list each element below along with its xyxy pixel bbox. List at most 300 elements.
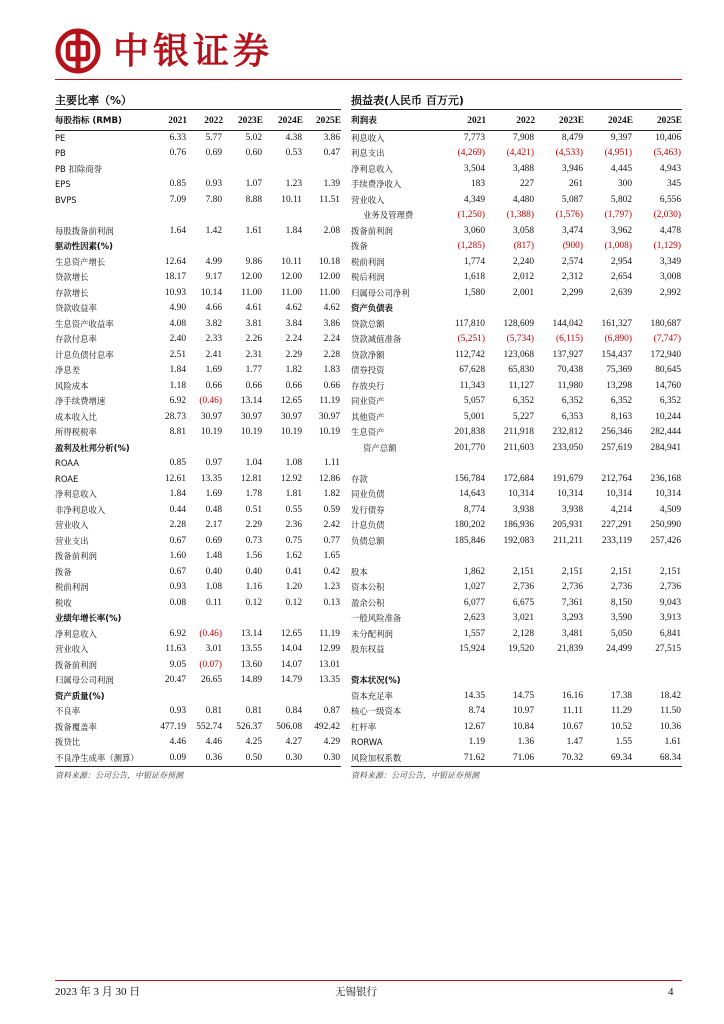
value-cell xyxy=(584,456,633,472)
value-cell: 10,406 xyxy=(655,132,681,143)
value-cell xyxy=(437,658,486,674)
value-cell: 552.74 xyxy=(196,721,222,732)
value-cell: 3,590 xyxy=(610,613,632,623)
row-label: 手续费净收入 xyxy=(351,179,402,189)
value-cell: 492.42 xyxy=(314,721,340,732)
value-cell: 2,639 xyxy=(610,287,632,298)
value-cell: 6,352 xyxy=(561,396,583,406)
value-cell: (4,533) xyxy=(555,148,583,158)
value-cell: 11.29 xyxy=(611,706,632,716)
table-row xyxy=(55,332,341,348)
value-cell: 6,352 xyxy=(659,396,681,406)
key-ratios-title: 主要比率（%） xyxy=(55,92,341,110)
value-cell: 9,397 xyxy=(610,132,632,143)
row-label: 计息负债 xyxy=(351,520,385,530)
value-cell: 2,128 xyxy=(512,628,534,639)
value-cell: 1,557 xyxy=(463,628,485,639)
value-cell: 0.40 xyxy=(245,566,262,577)
row-label: 贷款增长 xyxy=(55,272,89,282)
row-label: ROAE xyxy=(55,473,79,484)
row-label: 生息资产增长 xyxy=(55,256,106,267)
value-cell xyxy=(633,549,682,565)
value-cell: 0.51 xyxy=(245,504,262,515)
value-cell: 3,349 xyxy=(659,256,681,267)
value-cell: 67,628 xyxy=(459,365,485,375)
row-label: 资本状况(%) xyxy=(351,675,401,685)
row-label: 税前利润 xyxy=(351,256,385,267)
value-cell: 1.11 xyxy=(323,458,340,468)
table-row xyxy=(55,301,341,317)
value-cell: 2,654 xyxy=(610,272,632,282)
brand-name: 中银证券 xyxy=(113,31,274,72)
value-cell xyxy=(263,689,303,705)
page-number: 4 xyxy=(668,986,674,998)
value-cell: 2.08 xyxy=(323,225,340,236)
value-cell: (6,890) xyxy=(604,334,632,344)
value-cell xyxy=(223,208,263,224)
value-cell: 10,314 xyxy=(557,489,583,499)
value-cell: 284,941 xyxy=(650,442,681,453)
table-row xyxy=(351,270,682,286)
table-row xyxy=(55,425,341,441)
header-year-cell: 2022 xyxy=(486,114,535,130)
value-cell xyxy=(263,611,303,627)
row-label: 发行债券 xyxy=(351,504,385,515)
row-label: 拨备 xyxy=(55,566,72,577)
value-cell: 0.48 xyxy=(205,504,222,515)
value-cell: 30.97 xyxy=(280,411,302,422)
value-cell: 112,742 xyxy=(454,349,485,360)
value-cell: 11.50 xyxy=(660,706,681,716)
value-cell: 2.26 xyxy=(245,334,262,344)
value-cell xyxy=(486,658,535,674)
value-cell: 3,938 xyxy=(561,504,583,515)
value-cell: 2.51 xyxy=(169,349,186,360)
table-row xyxy=(351,177,682,193)
value-cell: 3,058 xyxy=(512,225,534,236)
row-label: 拨备覆盖率 xyxy=(55,721,97,732)
value-cell: 282,444 xyxy=(650,427,681,437)
value-cell xyxy=(187,441,223,457)
value-cell: 4.90 xyxy=(169,303,186,313)
value-cell: 123,068 xyxy=(503,349,534,360)
value-cell: 10.18 xyxy=(318,256,340,267)
header-year-cell: 2023E xyxy=(223,114,263,130)
table-row xyxy=(351,224,682,240)
value-cell: 30.97 xyxy=(318,411,340,422)
row-label: 不良率 xyxy=(55,706,81,716)
header-year-cell: 2024E xyxy=(263,114,303,130)
value-cell: 6.92 xyxy=(169,396,186,406)
value-cell: 2.36 xyxy=(285,520,302,530)
value-cell: 1.82 xyxy=(285,365,302,375)
value-cell xyxy=(437,549,486,565)
value-cell xyxy=(263,162,303,178)
value-cell: 3.86 xyxy=(323,318,340,329)
value-cell: (5,463) xyxy=(653,148,681,158)
value-cell: 8,150 xyxy=(610,597,632,608)
value-cell xyxy=(223,611,263,627)
value-cell: 0.81 xyxy=(205,706,222,716)
value-cell xyxy=(303,162,341,178)
row-label xyxy=(351,658,437,674)
row-label: 同业资产 xyxy=(351,396,385,406)
value-cell: 10.19 xyxy=(240,427,262,437)
table-row xyxy=(55,580,341,596)
value-cell xyxy=(263,441,303,457)
value-cell: 1.78 xyxy=(245,489,262,499)
value-cell: 65,830 xyxy=(508,365,534,375)
value-cell: 15,924 xyxy=(459,644,485,654)
value-cell: 6.33 xyxy=(169,132,186,143)
value-cell: 180,202 xyxy=(454,520,485,530)
value-cell: 137,927 xyxy=(552,349,583,360)
value-cell: 1.61 xyxy=(664,737,681,747)
value-cell: 1.48 xyxy=(205,551,222,561)
value-cell: 3,008 xyxy=(659,272,681,282)
row-label: 存放央行 xyxy=(351,380,385,391)
value-cell: 1.19 xyxy=(468,737,485,747)
value-cell: 27,515 xyxy=(655,644,681,654)
value-cell: 4,349 xyxy=(463,194,485,205)
row-label: 净息差 xyxy=(55,365,81,375)
row-label: 风险成本 xyxy=(55,380,89,391)
value-cell: (817) xyxy=(513,241,534,251)
value-cell: 5.77 xyxy=(205,132,222,143)
value-cell: 5.02 xyxy=(245,132,262,143)
table-row xyxy=(55,162,341,178)
value-cell: 10.14 xyxy=(200,287,222,298)
income-statement-table xyxy=(351,114,682,767)
value-cell: 8.81 xyxy=(169,427,186,437)
value-cell: (1,388) xyxy=(506,210,534,220)
value-cell: 154,437 xyxy=(601,349,632,360)
table-row xyxy=(55,642,341,658)
table-row xyxy=(351,735,682,751)
value-cell: 1.04 xyxy=(245,458,262,468)
value-cell: 9,043 xyxy=(659,597,681,608)
value-cell: 0.97 xyxy=(205,458,222,468)
row-label: ROAA xyxy=(55,458,79,468)
table-row xyxy=(351,596,682,612)
value-cell: 2.31 xyxy=(245,349,262,360)
value-cell: 0.55 xyxy=(285,504,302,515)
header-year-cell: 2024E xyxy=(584,114,633,130)
value-cell: 192,083 xyxy=(503,535,534,546)
row-label: 风险加权系数 xyxy=(351,751,437,767)
value-cell: 205,931 xyxy=(552,520,583,530)
value-cell: 3.01 xyxy=(205,644,222,654)
value-cell: 0.67 xyxy=(169,566,186,577)
header-year-cell: 2022 xyxy=(187,114,223,130)
table-row xyxy=(55,735,341,751)
value-cell: 1.84 xyxy=(285,225,302,236)
value-cell: 0.41 xyxy=(285,566,302,577)
value-cell xyxy=(151,239,187,255)
value-cell xyxy=(263,239,303,255)
value-cell: 10.52 xyxy=(610,721,632,732)
value-cell: 2.28 xyxy=(169,520,186,530)
value-cell: (0.07) xyxy=(199,659,222,670)
row-label: 资本充足率 xyxy=(351,690,393,701)
table-row xyxy=(55,208,341,224)
value-cell: 250,990 xyxy=(650,520,681,530)
table-row xyxy=(351,549,682,565)
value-cell: 4.25 xyxy=(245,737,262,747)
value-cell: 185,846 xyxy=(454,535,485,546)
value-cell xyxy=(187,611,223,627)
value-cell: 14,760 xyxy=(655,380,681,391)
row-label: 营业收入 xyxy=(55,520,89,530)
value-cell: 1,618 xyxy=(463,272,485,282)
footer-divider xyxy=(55,980,682,981)
value-cell: 0.66 xyxy=(245,380,262,391)
value-cell: 70.32 xyxy=(535,751,584,767)
row-label: 盈余公积 xyxy=(351,597,385,608)
row-label: 税收 xyxy=(55,597,72,608)
table-row xyxy=(351,332,682,348)
value-cell: 477.19 xyxy=(160,721,186,732)
value-cell: 3,946 xyxy=(561,163,583,174)
value-cell: 17.38 xyxy=(610,690,632,701)
value-cell: 4.99 xyxy=(205,256,222,267)
value-cell xyxy=(437,456,486,472)
value-cell: 211,603 xyxy=(503,442,534,453)
value-cell: 7,361 xyxy=(561,597,583,608)
value-cell: 2,992 xyxy=(659,287,681,298)
table-row xyxy=(55,286,341,302)
row-label: 存款付息率 xyxy=(55,334,97,344)
table-row xyxy=(351,503,682,519)
value-cell: 1.56 xyxy=(245,551,262,561)
income-statement-panel xyxy=(351,92,682,781)
value-cell: (900) xyxy=(562,241,583,251)
row-label: 业绩年增长率(%) xyxy=(55,613,122,623)
value-cell: 2,151 xyxy=(610,566,632,577)
value-cell: 21,839 xyxy=(557,644,583,654)
value-cell: 2,240 xyxy=(512,256,534,267)
row-label: 每股拨备前利润 xyxy=(55,225,114,236)
value-cell: 12.99 xyxy=(318,644,340,654)
value-cell: 9.86 xyxy=(245,256,262,267)
value-cell: 4.29 xyxy=(323,737,340,747)
value-cell xyxy=(633,301,682,317)
value-cell: (1,285) xyxy=(457,241,485,251)
table-row xyxy=(55,627,341,643)
table-row xyxy=(55,720,341,736)
value-cell: 4,445 xyxy=(610,163,632,174)
value-cell xyxy=(535,673,584,689)
row-label: 贷款总额 xyxy=(351,318,385,329)
value-cell xyxy=(303,208,341,224)
value-cell: 10.67 xyxy=(561,721,583,732)
value-cell: 13.14 xyxy=(240,628,262,639)
value-cell: 0.66 xyxy=(285,380,302,391)
value-cell xyxy=(303,689,341,705)
table-row xyxy=(55,270,341,286)
value-cell: 4.61 xyxy=(245,303,262,313)
value-cell: 0.50 xyxy=(223,751,263,767)
value-cell: 161,327 xyxy=(601,318,632,329)
value-cell: 4.66 xyxy=(205,303,222,313)
header-year-cell: 2021 xyxy=(437,114,486,130)
row-label: 一般风险准备 xyxy=(351,613,402,623)
value-cell xyxy=(486,549,535,565)
value-cell: 506.08 xyxy=(276,721,302,732)
value-cell: 10,314 xyxy=(655,489,681,499)
value-cell: 227,291 xyxy=(601,520,632,530)
value-cell: 0.08 xyxy=(169,597,186,608)
value-cell: 0.42 xyxy=(323,566,340,577)
value-cell: (1,576) xyxy=(555,210,583,220)
value-cell: 12.81 xyxy=(240,473,262,484)
row-label: 计息负债付息率 xyxy=(55,349,114,360)
value-cell: 2.29 xyxy=(245,520,262,530)
value-cell: (5,251) xyxy=(457,334,485,344)
value-cell: 3,474 xyxy=(561,225,583,236)
value-cell: 10.11 xyxy=(281,194,302,205)
value-cell xyxy=(223,162,263,178)
row-label: 营业收入 xyxy=(351,194,385,205)
value-cell: 2.28 xyxy=(323,349,340,360)
value-cell: 10.84 xyxy=(512,721,534,732)
value-cell xyxy=(486,673,535,689)
value-cell: 12.00 xyxy=(240,272,262,282)
value-cell: 1.65 xyxy=(323,551,340,561)
value-cell: 2,736 xyxy=(659,582,681,592)
value-cell: 2,151 xyxy=(512,566,534,577)
value-cell: 6,675 xyxy=(512,597,534,608)
section-row xyxy=(55,239,341,255)
value-cell: 3,481 xyxy=(561,628,583,639)
value-cell: 13,298 xyxy=(606,380,632,391)
section-row xyxy=(55,611,341,627)
value-cell: 1,774 xyxy=(463,256,485,267)
value-cell: 30.97 xyxy=(240,411,262,422)
value-cell: 3,504 xyxy=(463,163,485,174)
footer-company: 无锡银行 xyxy=(335,986,377,998)
row-label: 存款增长 xyxy=(55,287,89,298)
value-cell: 2,151 xyxy=(561,566,583,577)
value-cell: 9.17 xyxy=(205,272,222,282)
value-cell: 30.97 xyxy=(200,411,222,422)
value-cell: 8.74 xyxy=(468,706,485,716)
value-cell: 26.65 xyxy=(200,675,222,685)
row-label: BVPS xyxy=(55,194,77,205)
row-label: 贷款收益率 xyxy=(55,303,97,313)
value-cell: 5,227 xyxy=(512,411,534,422)
value-cell: (4,951) xyxy=(604,148,632,158)
value-cell: (1,797) xyxy=(604,210,632,220)
table-row xyxy=(351,658,682,674)
value-cell: 0.13 xyxy=(323,597,340,608)
value-cell: 1.16 xyxy=(245,582,262,592)
row-label: 税前利润 xyxy=(55,582,89,592)
value-cell: 3,488 xyxy=(512,163,534,174)
value-cell: 7.09 xyxy=(169,194,186,205)
row-label: 资产总额 xyxy=(363,442,397,453)
value-cell xyxy=(486,301,535,317)
value-cell: 12.65 xyxy=(280,628,302,639)
value-cell xyxy=(486,456,535,472)
value-cell: 3,913 xyxy=(659,613,681,623)
row-label: PB xyxy=(55,148,66,158)
value-cell: 0.12 xyxy=(245,597,262,608)
header-year-cell: 2025E xyxy=(633,114,682,130)
value-cell: 7,908 xyxy=(512,132,534,143)
value-cell: 11.19 xyxy=(319,628,340,639)
value-cell: 4,478 xyxy=(659,225,681,236)
value-cell: 2.40 xyxy=(169,334,186,344)
bank-of-china-logo-icon xyxy=(55,28,101,74)
value-cell: 13.35 xyxy=(318,675,340,685)
row-label: 净利息收入 xyxy=(55,489,97,499)
section-row xyxy=(55,689,341,705)
value-cell: 0.66 xyxy=(323,380,340,391)
value-cell xyxy=(437,301,486,317)
value-cell: 1.47 xyxy=(566,737,583,747)
value-cell: 0.66 xyxy=(205,380,222,391)
value-cell: 14.35 xyxy=(463,690,485,701)
value-cell: 257,619 xyxy=(601,442,632,453)
table-row xyxy=(55,317,341,333)
value-cell: 8,774 xyxy=(463,504,485,515)
value-cell: 3,293 xyxy=(561,613,583,623)
value-cell: 19,520 xyxy=(508,644,534,654)
value-cell: 6,556 xyxy=(659,194,681,205)
row-label: 非净利息收入 xyxy=(55,504,106,515)
table-row xyxy=(55,130,341,146)
value-cell: 0.59 xyxy=(323,504,340,515)
row-label: 贷款减值准备 xyxy=(351,334,402,344)
value-cell: 2,736 xyxy=(561,582,583,592)
table-row xyxy=(351,565,682,581)
value-cell: 0.53 xyxy=(285,148,302,158)
table-row xyxy=(351,255,682,271)
value-cell: 186,936 xyxy=(503,520,534,530)
table-row xyxy=(351,751,682,767)
value-cell xyxy=(303,441,341,457)
table-row xyxy=(351,441,682,457)
value-cell: 1.08 xyxy=(285,458,302,468)
row-label: 同业负债 xyxy=(351,489,385,499)
row-label: 拨贷比 xyxy=(55,737,81,747)
row-label: 生息资产 xyxy=(351,427,385,437)
value-cell xyxy=(223,689,263,705)
value-cell: 71.06 xyxy=(486,751,535,767)
table-row xyxy=(351,348,682,364)
table-row xyxy=(351,146,682,162)
row-label: 拨备前利润 xyxy=(351,225,393,236)
value-cell: 0.36 xyxy=(187,751,223,767)
value-cell: 4,214 xyxy=(610,504,632,515)
value-cell: 10,314 xyxy=(508,489,534,499)
row-label: 负债总额 xyxy=(351,535,385,546)
header-label-cell: 每股指标 (RMB) xyxy=(55,114,151,130)
table-row xyxy=(55,193,341,209)
row-label: 存款 xyxy=(351,473,368,484)
table-row xyxy=(55,224,341,240)
value-cell: 1.83 xyxy=(323,365,340,375)
value-cell: 24,499 xyxy=(606,644,632,654)
value-cell: 6,841 xyxy=(659,628,681,639)
value-cell: 144,042 xyxy=(552,318,583,329)
value-cell xyxy=(151,162,187,178)
value-cell: 232,812 xyxy=(552,427,583,437)
value-cell: 10.19 xyxy=(200,427,222,437)
row-label: 未分配利润 xyxy=(351,628,393,639)
value-cell: 2,151 xyxy=(659,566,681,577)
